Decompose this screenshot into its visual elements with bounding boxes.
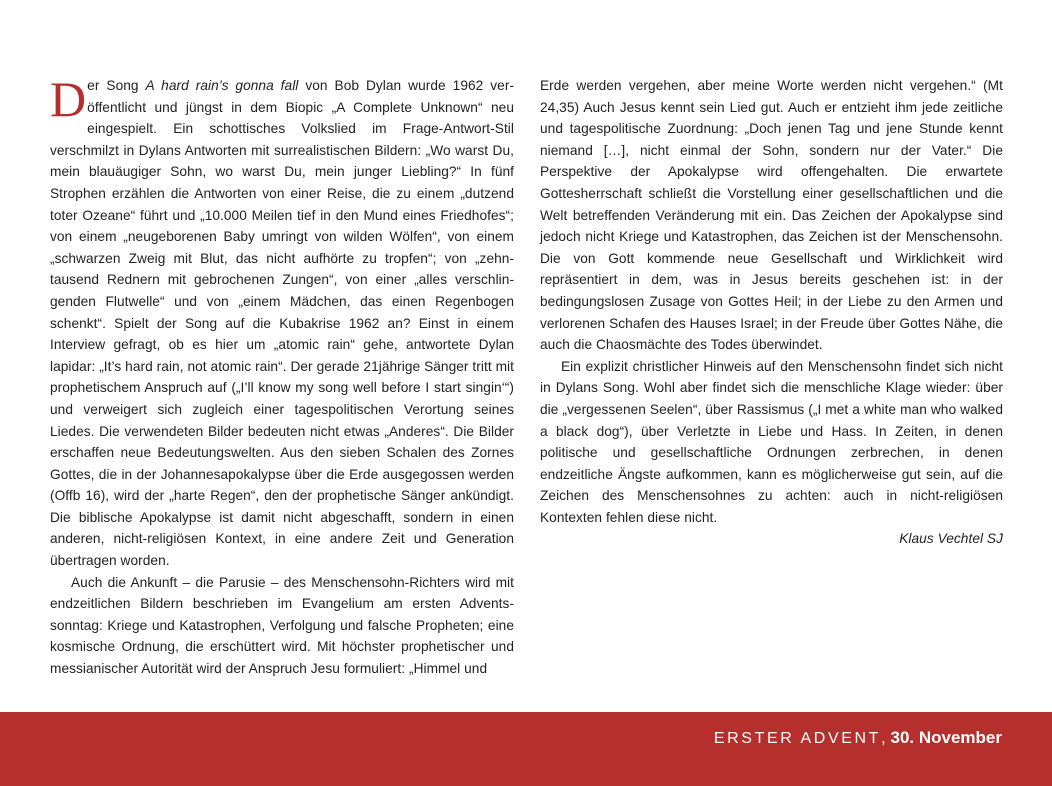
paragraph-parusie-text: Auch die Ankunft – die Parusie – des Menschensohn-Richters wird mit endzeitlichen Bildern beschrieben im Evangelium am ersten Adventssonntag: Kriege und Katastrophen, Verfolgung und falsche Propheten; eine kosmische Ordnung, die erschüttert wird. Mit höchster prophetischer und messianischer Autorität wird der Anspruch Jesu formuliert: „Himmel und <box>50 574 514 677</box>
text-column-right <box>540 75 1003 550</box>
paragraph-intro <box>50 71 514 572</box>
paragraph-conclusion <box>540 356 1003 529</box>
author-signature <box>540 528 1003 550</box>
footer-band <box>0 712 1052 786</box>
author-name: Klaus Vechtel SJ <box>899 531 1003 547</box>
text-column-left <box>50 71 514 680</box>
paragraph-conclusion-text: Ein explizit christlicher Hinweis auf den Menschensohn findet sich nicht in Dylans Song. Wohl aber findet sich die menschliche Klage wieder: über die „vergessenen Seelen“, über Rassismus („I met a white man who walked a black dog“), über Verletzte in Liebe und Hass. In Zeiten, in denen politische und gesellschaftliche Ordnungen zerbrechen, in denen endzeitliche Ängste aufkommen, kann es möglicherweise gut sein, auf die Zeichen des Menschensohnes zu achten: auch in nicht-religiösen Kontexten fehlen diese nicht. <box>540 358 1003 525</box>
footer-date: 30. November <box>890 728 1002 747</box>
paragraph-parusie-continued-text: Erde werden vergehen, aber meine Worte werden nicht vergehen.“ (Mt 24,35) Auch Jesus kennt sein Lied gut. Auch er entzieht ihm jede zeitliche und tagespolitische Zuordnung: „Doch jenen Tag und jene Stunde kennt niemand […], nicht einmal der Sohn, sondern nur der Vater.“ Die Perspektive der Apokalypse wird offengehalten. Die erwartete Gottesherrschaft schließt die Vorstellung einer gesellschaftlichen und die Welt betreffenden Veränderung mit ein. Das Zeichen der Apokalypse sind jedoch nicht Kriege und Katastrophen, das Zeichen ist der Menschensohn. Die von Gott kommende neue Gesellschaft und Wirklichkeit wird repräsentiert in dem, was in Jesus bereits geschehen ist: in der bedingungslosen Zusage von Gottes Heil; in der Liebe zu den Armen und verlorenen Schafen des Hauses Israel; in der Freude über Gottes Nähe, die auch die Chaosmächte des Todes überwindet. <box>540 78 1003 353</box>
song-title: A hard rain’s gonna fall <box>145 78 299 93</box>
footer-heading <box>714 728 1002 748</box>
paragraph-parusie-continued <box>540 75 1003 356</box>
footer-label: ERSTER ADVENT <box>713 730 882 747</box>
drop-cap: D <box>50 71 87 127</box>
paragraph-parusie <box>50 572 514 680</box>
paragraph-intro-body: von Bob Dylan wurde 1962 veröffentlicht und jüngst in dem Biopic „A Complete Unknown“ neu eingespielt. Ein schottisches Volkslied im Frage-Antwort-Stil verschmilzt in Dylans Antworten mit surrealistischen Bildern: „Wo warst Du, mein blauäugiger Sohn, wo warst Du, mein junger Liebling?“ In fünf Strophen erzählen die Antworten von einer Reise, die zu einem „dutzend toter Ozeane“ führt und „10.000 Meilen tief in den Mund eines Friedhofes“; von einem „neugeborenen Baby umringt von wilden Wölfen“, von einem „schwarzen Zweig mit Blut, das nicht aufhörte zu tropfen“; von „zehntausend Rednern mit gebrochenen Zungen“, von einer „alles verschlingenden Flutwelle“ und von „einem Mädchen, das einen Regenbogen schenkt“. Spielt der Song auf die Kubakrise 1962 an? Einst in einem Interview gefragt, ob es hier um „atomic rain“ gehe, antwortete Dylan lapidar: „It’s hard rain, not atomic rain“. Der gerade 21jährige Sänger tritt mit prophetischem Anspruch auf („I’ll know my song well before I start singin‘“) und verweigert sich zugleich einer tagespolitischen Verortung seines Liedes. Die verwendeten Bilder bedeuten nicht etwas „Anderes“. Die Bilder erschaffen neue Bedeutungswelten. Aus den sieben Schalen des Zornes Gottes, die in der Johannesapokalypse über die Erde ausgegossen werden (Offb 16), wird der „harte Regen“, den der prophetische Sänger ankündigt. Die biblische Apokalypse ist damit nicht abgeschafft, sondern in einen anderen, nicht-religiösen Kontext, in eine andere Zeit und Generation übertragen worden. <box>50 78 514 569</box>
footer-separator: , <box>881 728 891 747</box>
paragraph-intro-start: er Song <box>87 78 146 93</box>
